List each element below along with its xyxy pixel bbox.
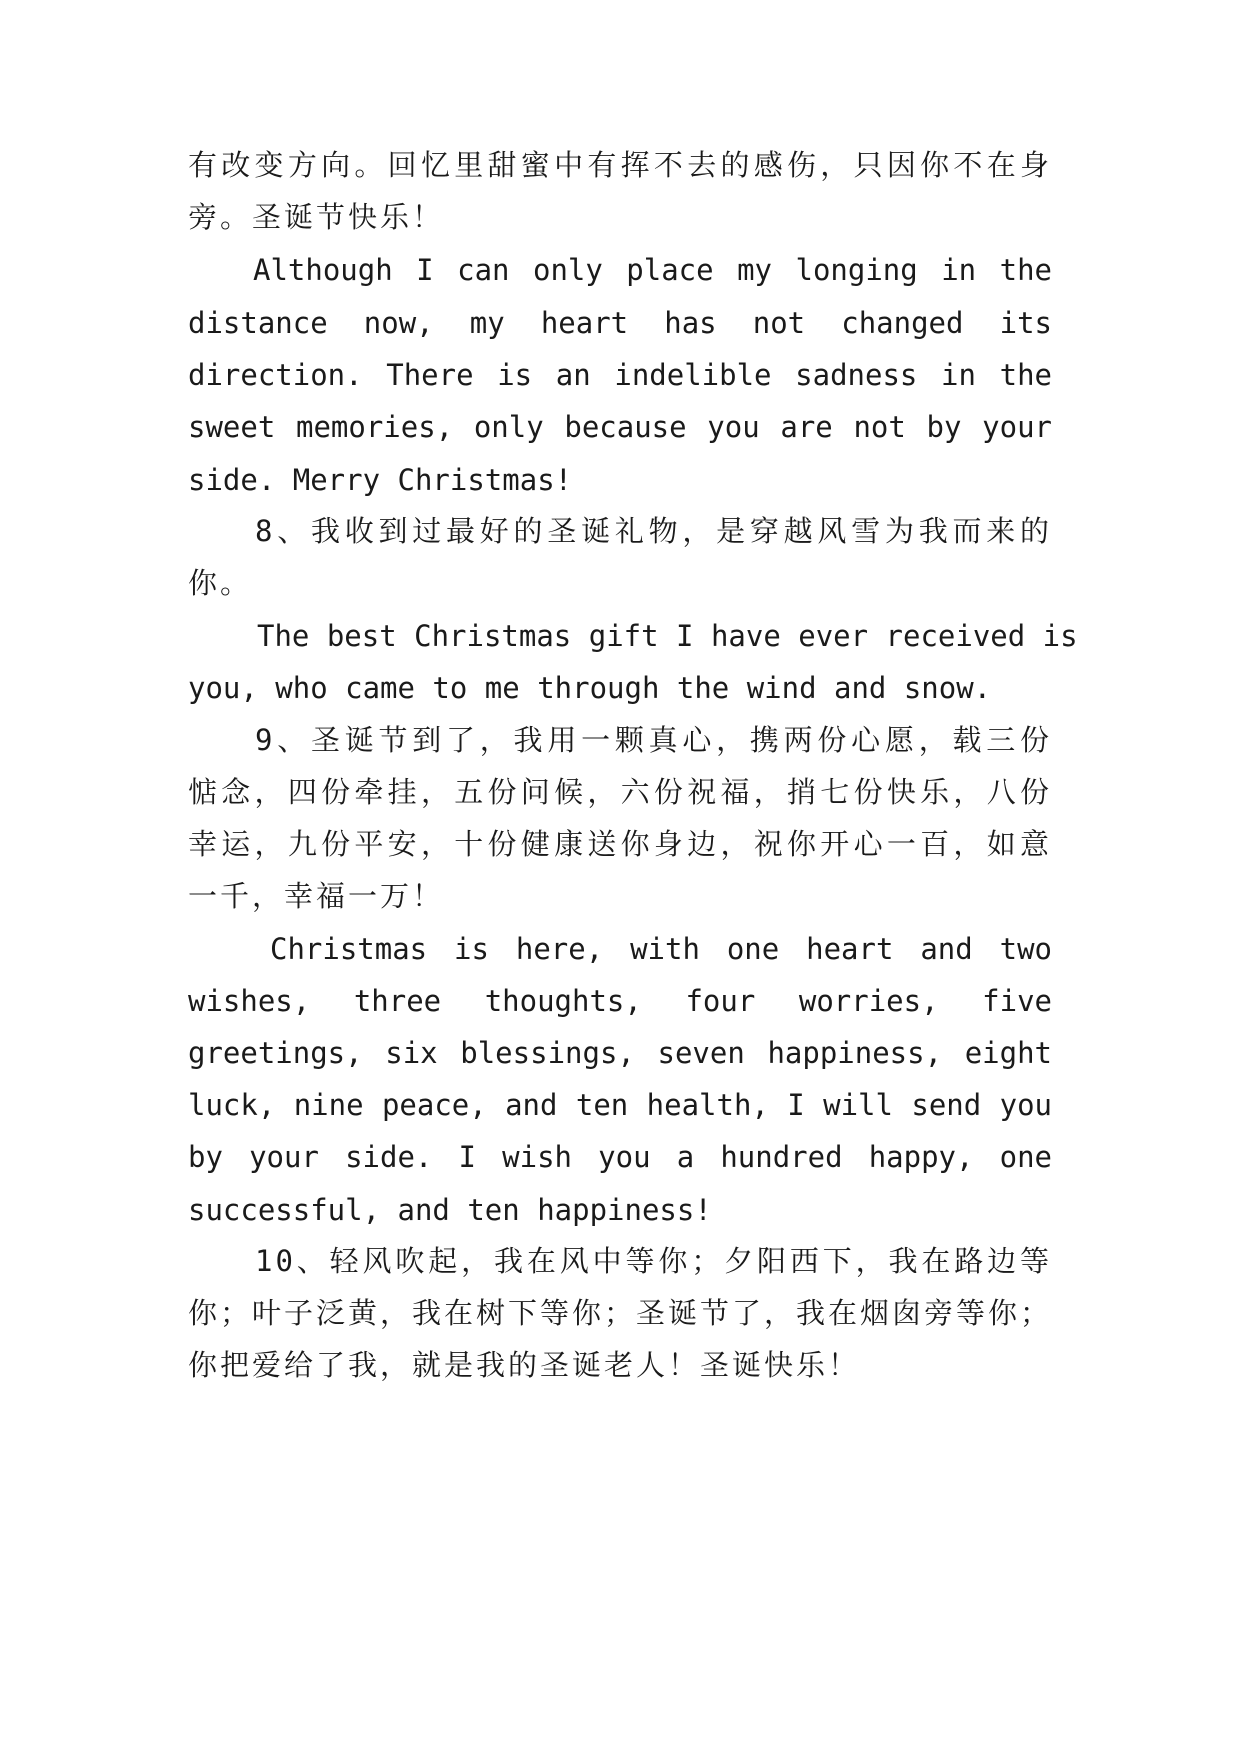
text-line: 10、轻风吹起，我在风中等你；夕阳西下，我在路边等 — [255, 1244, 1052, 1278]
text-line: 一千，幸福一万！ — [188, 879, 445, 913]
text-line: successful, and ten happiness! — [188, 1193, 712, 1227]
text-line: 8、我收到过最好的圣诞礼物，是穿越风雪为我而来的 — [255, 514, 1052, 548]
text-line: 你把爱给了我，就是我的圣诞老人！圣诞快乐！ — [188, 1348, 861, 1382]
text-line: wishes, three thoughts, four worries, five — [188, 984, 1052, 1018]
text-line: sweet memories, only because you are not by your — [188, 410, 1052, 444]
text-line: Although I can only place my longing in the — [253, 253, 1052, 287]
text-line: 你；叶子泛黄，我在树下等你；圣诞节了，我在烟囱旁等你； — [188, 1296, 1053, 1330]
text-line: The best Christmas gift I have ever received is — [257, 619, 1078, 653]
text-line: distance now, my heart has not changed its — [188, 306, 1052, 340]
text-line: Christmas is here, with one heart and two — [270, 932, 1052, 966]
text-line: by your side. I wish you a hundred happy, one — [188, 1140, 1052, 1174]
text-line: greetings, six blessings, seven happiness, eight — [188, 1036, 1052, 1070]
text-line: 旁。圣诞节快乐！ — [188, 200, 445, 234]
text-line: direction. There is an indelible sadness in the — [188, 358, 1052, 392]
text-line: you, who came to me through the wind and snow. — [188, 671, 992, 705]
text-line: 有改变方向。回忆里甜蜜中有挥不去的感伤，只因你不在身 — [188, 148, 1052, 182]
text-line: side. Merry Christmas! — [188, 463, 573, 497]
text-line: 9、圣诞节到了，我用一颗真心，携两份心愿，载三份 — [255, 723, 1052, 757]
text-line: luck, nine peace, and ten health, I will send you — [188, 1088, 1052, 1122]
text-line: 幸运，九份平安，十份健康送你身边，祝你开心一百，如意 — [188, 827, 1052, 861]
text-line: 惦念，四份牵挂，五份问候，六份祝福，捎七份快乐，八份 — [188, 775, 1052, 809]
text-line: 你。 — [188, 566, 253, 600]
